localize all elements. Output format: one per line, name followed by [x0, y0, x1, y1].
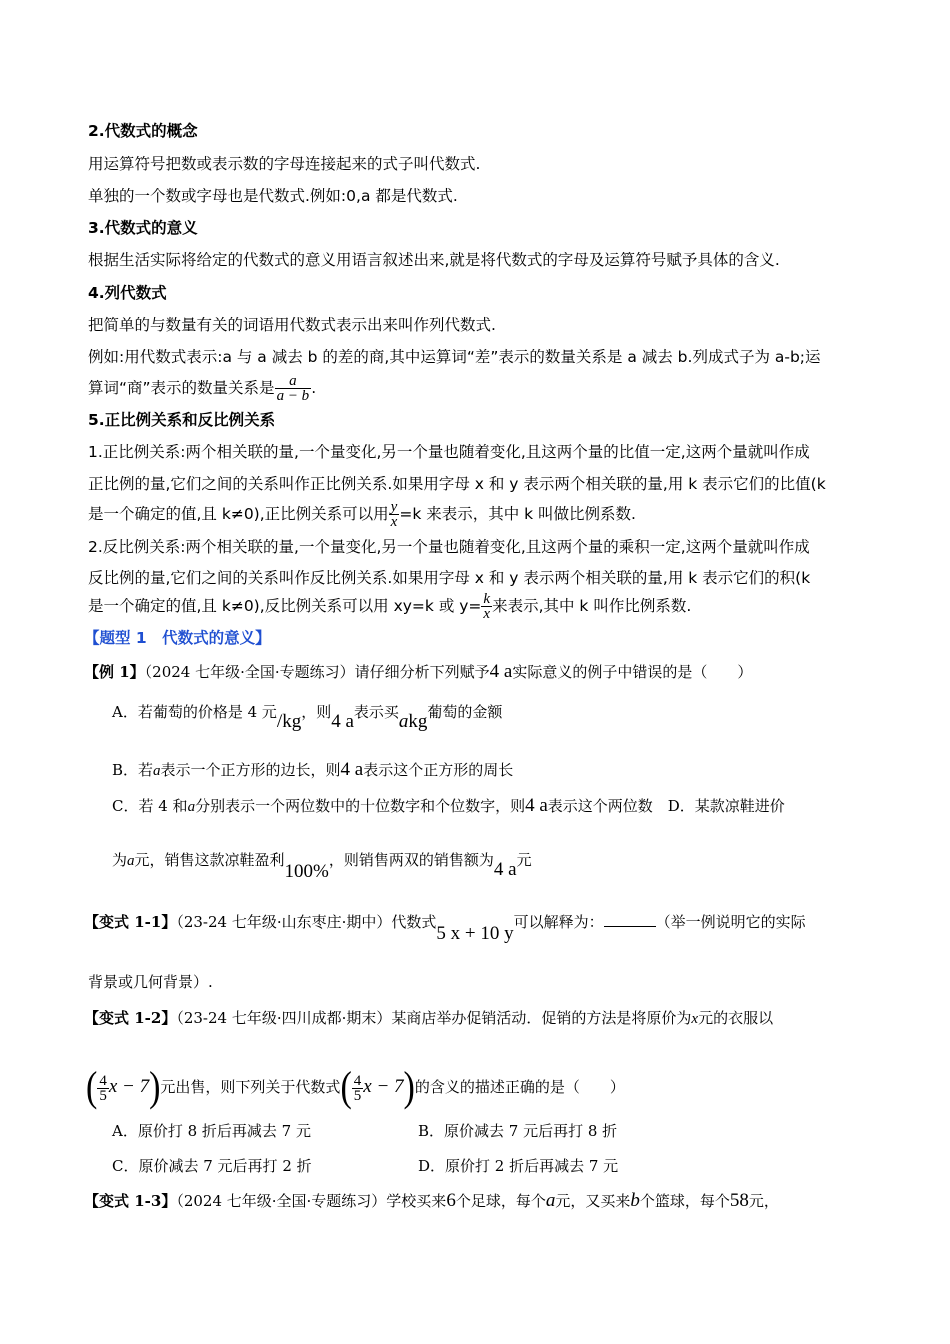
- text: .: [311, 379, 317, 397]
- math-variable: a: [545, 1190, 556, 1211]
- section-title: 3.代数式的意义: [88, 219, 198, 237]
- text: 葡萄的金额: [427, 703, 503, 721]
- fraction-denominator: 5: [353, 1087, 362, 1104]
- math-variable: x: [691, 1011, 699, 1027]
- paragraph: 1.正比例关系:两个相关联的量,一个量变化,另一个量也随着变化,且这两个量的比值一定,这两个量就叫作成: [88, 443, 810, 461]
- option-d: D．原价打 2 折后再减去 7 元: [418, 1157, 619, 1175]
- option-b: B．原价减去 7 元后再打 8 折: [418, 1122, 618, 1140]
- text: 元: [516, 851, 532, 869]
- text: =k 来表示，其中 k 叫做比例系数.: [399, 505, 636, 523]
- paragraph: 2.反比例关系:两个相关联的量,一个量变化,另一个量也随着变化,且这两个量的乘积一定,这两个量就叫作成: [88, 538, 810, 556]
- math-expression: 4 a: [493, 859, 517, 880]
- text: 元，: [748, 1192, 779, 1210]
- text: （举一例说明它的实际: [655, 913, 806, 931]
- answer-blank[interactable]: [604, 912, 656, 927]
- text: 元，销售这款凉鞋盈利: [134, 851, 285, 869]
- text: C．若 4 和: [112, 797, 188, 815]
- text: ，则销售两双的销售额为: [328, 851, 494, 869]
- math-expression: 4 a: [340, 759, 364, 780]
- math-expression: 4 a: [331, 711, 354, 732]
- text: 元，又买来: [555, 1192, 631, 1210]
- math-expression: 4 a: [525, 795, 548, 816]
- variant-tag: 【变式 1-3】: [84, 1192, 177, 1210]
- text: 是一个确定的值,且 k≠0),正比例关系可以用: [88, 505, 389, 523]
- fraction-numerator: k: [483, 591, 491, 607]
- text: 的含义的描述正确的是（ ）: [414, 1078, 625, 1096]
- fraction-denominator: 5: [99, 1087, 107, 1104]
- section-title: 5.正比例关系和反比例关系: [88, 411, 276, 429]
- unit: /kg: [276, 711, 302, 732]
- fraction-denominator: x: [483, 606, 491, 622]
- right-paren-icon: ): [403, 1064, 415, 1111]
- text: 个篮球，每个: [639, 1192, 730, 1210]
- paragraph-with-fraction: [88, 374, 316, 403]
- example-1-stem: [84, 662, 752, 682]
- math-expression: 4 a: [489, 661, 513, 682]
- text: 表示这个两位数 D．某款凉鞋进价: [547, 797, 785, 815]
- option-c-and-d: [112, 796, 785, 817]
- option-a: [112, 702, 503, 732]
- option-d-continued: [112, 850, 532, 882]
- variant-1-2-expression-line: [86, 1062, 625, 1112]
- math-variable: a: [398, 711, 409, 732]
- paragraph: 用运算符号把数或表示数的字母连接起来的式子叫代数式.: [88, 155, 481, 173]
- fraction: [481, 592, 492, 621]
- fraction: [389, 500, 400, 529]
- math-expression: 100%: [284, 861, 329, 882]
- fraction: [275, 374, 312, 403]
- paragraph: 根据生活实际将给定的代数式的意义用语言叙述出来,就是将代数式的字母及运算符号赋予具体的含义.: [88, 251, 780, 269]
- source: （23-24 七年级·四川成都·期末）某商店举办促销活动．促销的方法是将原价为: [176, 1009, 692, 1027]
- paragraph-with-fraction: [88, 500, 636, 529]
- text: 算词“商”表示的数量关系是: [88, 379, 275, 397]
- math-variable: a: [153, 763, 161, 779]
- text: 个足球，每个: [455, 1192, 546, 1210]
- paragraph: 正比例的量,它们之间的关系叫作正比例关系.如果用字母 x 和 y 表示两个相关联的量,用 k 表示它们的比值(k: [88, 475, 826, 493]
- variant-tag: 【变式 1-2】: [84, 1009, 177, 1027]
- variant-tag: 【变式 1-1】: [84, 913, 177, 931]
- fraction: [352, 1074, 364, 1103]
- option-b: [112, 760, 513, 781]
- paragraph: 单独的一个数或字母也是代数式.例如:0,a 都是代数式.: [88, 187, 458, 205]
- source: （2024 七年级·全国·专题练习）请仔细分析下列赋予: [144, 663, 490, 681]
- section-title: 2.代数式的概念: [88, 122, 198, 140]
- math-number: 58: [729, 1190, 749, 1211]
- math-variable: b: [630, 1190, 640, 1211]
- fraction-numerator: 4: [353, 1072, 362, 1089]
- text: 元的衣服以: [698, 1009, 774, 1027]
- paragraph-with-fraction: [88, 592, 691, 621]
- math-variable: a: [127, 853, 135, 869]
- fraction-numerator: y: [390, 499, 398, 515]
- question-type-heading: 【题型 1 代数式的意义】: [84, 629, 271, 647]
- fraction-denominator: a − b: [276, 388, 310, 404]
- source: （23-24 七年级·山东枣庄·期中）代数式: [176, 913, 437, 931]
- math-expression: x − 7: [363, 1076, 404, 1097]
- fraction-numerator: 4: [99, 1072, 107, 1089]
- variant-1-2-stem: [84, 1008, 773, 1029]
- section-title: 4.列代数式: [88, 284, 167, 302]
- variant-1-3-stem: [84, 1191, 779, 1211]
- left-paren-icon: (: [340, 1064, 352, 1111]
- source: （2024 七年级·全国·专题练习）学校买来: [176, 1192, 447, 1210]
- math-variable: a: [187, 799, 196, 815]
- unit: kg: [408, 711, 428, 732]
- fraction: [97, 1074, 109, 1103]
- math-expression: x − 7: [108, 1076, 150, 1097]
- math-number: 6: [446, 1190, 456, 1211]
- text: 为: [112, 851, 128, 869]
- text: 分别表示一个两位数中的十位数字和个位数字，则: [195, 797, 526, 815]
- text: 表示一个正方形的边长，则: [160, 761, 341, 779]
- right-paren-icon: ): [149, 1064, 161, 1111]
- variant-1-1-stem: [84, 912, 806, 944]
- text: ，则: [301, 703, 332, 721]
- option-c: C．原价减去 7 元后再打 2 折: [112, 1157, 312, 1175]
- text: B．若: [112, 761, 154, 779]
- fraction-denominator: x: [390, 514, 398, 530]
- text: 可以解释为：: [513, 913, 604, 931]
- text: 是一个确定的值,且 k≠0),反比例关系可以用 xy=k 或 y=: [88, 597, 482, 615]
- text: 表示买: [353, 703, 399, 721]
- option-a: A．原价打 8 折后再减去 7 元: [112, 1122, 311, 1140]
- fraction-numerator: a: [275, 374, 312, 389]
- example-tag: 【例 1】: [84, 663, 145, 681]
- text: A．若葡萄的价格是 4 元: [112, 703, 277, 721]
- math-expression: 5 x + 10 y: [436, 923, 514, 944]
- text: 表示这个正方形的周长: [363, 761, 514, 779]
- paragraph: 例如:用代数式表示:a 与 a 减去 b 的差的商,其中运算词“差”表示的数量关系是 a 减去 b.列成式子为 a-b;运: [88, 348, 821, 366]
- text: 元出售，则下列关于代数式: [160, 1078, 341, 1096]
- left-paren-icon: (: [86, 1064, 98, 1111]
- variant-1-1-continued: 背景或几何背景）.: [88, 973, 213, 991]
- paragraph: 把简单的与数量有关的词语用代数式表示出来叫作列代数式.: [88, 316, 496, 334]
- text: 来表示,其中 k 叫作比例系数.: [492, 597, 692, 615]
- text: 实际意义的例子中错误的是（ ）: [512, 663, 753, 681]
- paragraph: 反比例的量,它们之间的关系叫作反比例关系.如果用字母 x 和 y 表示两个相关联的量,用 k 表示它们的积(k: [88, 569, 811, 587]
